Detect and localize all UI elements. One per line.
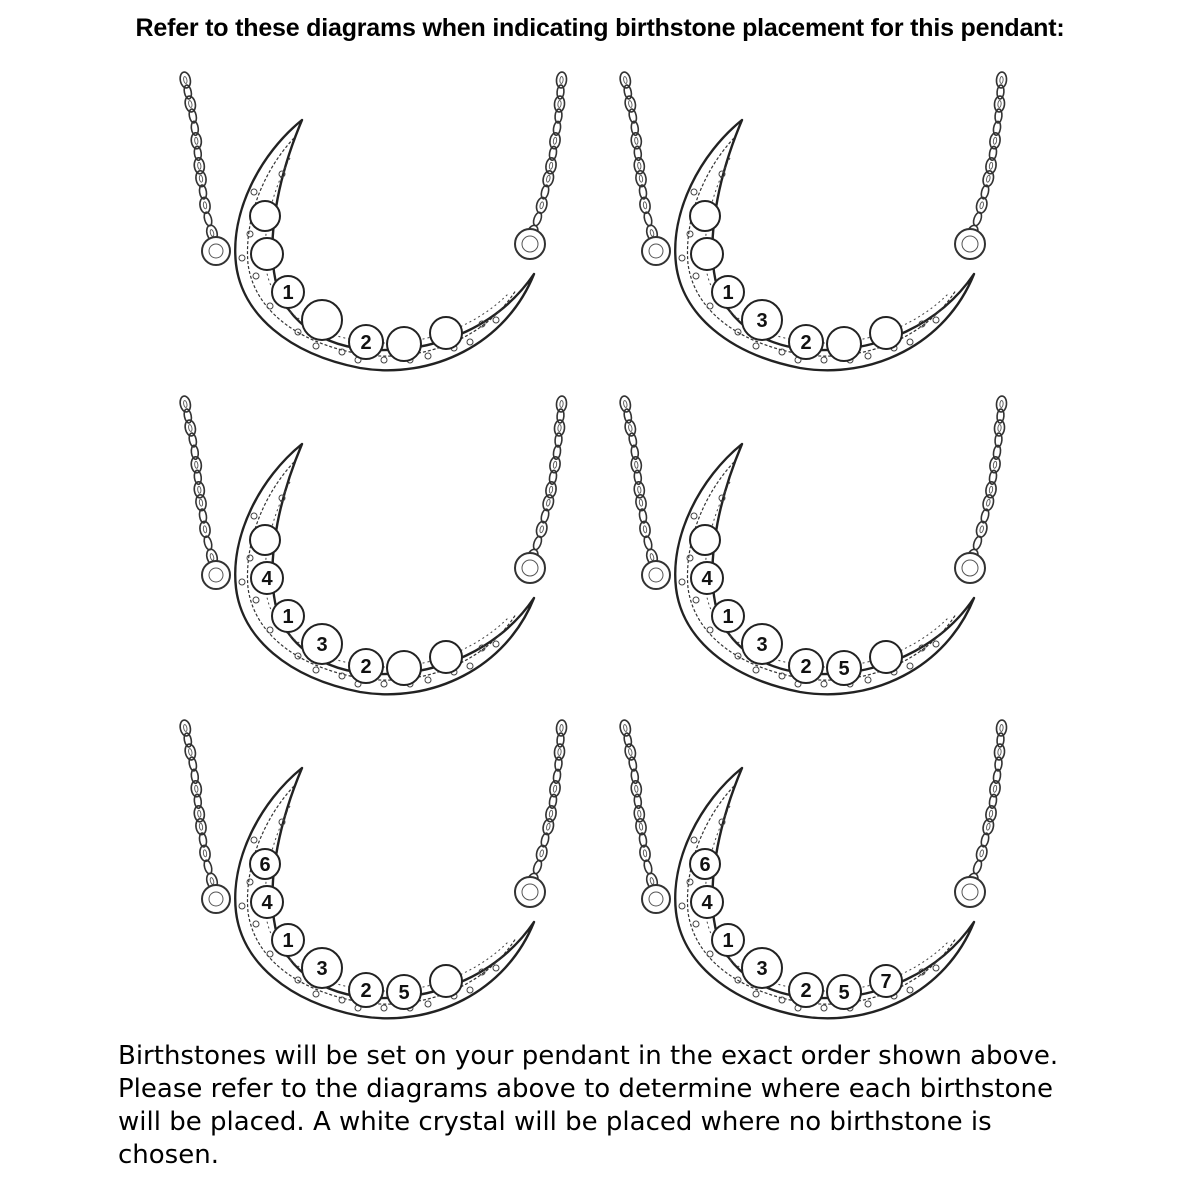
birthstone-slot (430, 641, 462, 673)
birthstone-slot (349, 973, 383, 1007)
birthstone-slot (691, 886, 723, 918)
birthstone-slot (742, 948, 782, 988)
right-bail-ring (955, 877, 985, 907)
right-bail-ring (515, 553, 545, 583)
birthstone-number: 1 (282, 930, 294, 952)
birthstone-slot (430, 965, 462, 997)
birthstone-slot (690, 201, 720, 231)
birthstone-number: 2 (800, 332, 812, 354)
birthstone-slot (430, 317, 462, 349)
right-bail-ring (955, 553, 985, 583)
birthstone-slot (827, 327, 861, 361)
birthstone-slot (251, 886, 283, 918)
right-bail-ring (515, 229, 545, 259)
chain (179, 719, 567, 890)
birthstone-slot (691, 238, 723, 270)
birthstone-slot (272, 276, 304, 308)
birthstone-slot (349, 649, 383, 683)
birthstone-slot (827, 651, 861, 685)
birthstone-number: 2 (360, 980, 372, 1002)
chain (619, 395, 1007, 566)
birthstone-number: 4 (701, 568, 713, 590)
birthstone-number: 2 (800, 656, 812, 678)
birthstone-slot (742, 300, 782, 340)
birthstone-slot (250, 849, 280, 879)
birthstone-slot (870, 317, 902, 349)
birthstone-slot (251, 238, 283, 270)
birthstone-slot (742, 624, 782, 664)
birthstone-number: 6 (699, 854, 711, 876)
birthstone-slot (272, 924, 304, 956)
pendant-diagram-2 (610, 62, 1050, 386)
pendant-diagram-5 (170, 710, 610, 1034)
birthstone-slot (251, 562, 283, 594)
birthstone-slot (870, 641, 902, 673)
birthstone-number: 3 (316, 958, 328, 980)
pendant-svg (610, 710, 1050, 1034)
chain (179, 71, 567, 242)
birthstone-number: 3 (756, 310, 768, 332)
pendant-svg (610, 62, 1050, 386)
left-bail-ring (642, 885, 670, 913)
birthstone-number: 1 (282, 282, 294, 304)
birthstone-number: 3 (756, 958, 768, 980)
chain (619, 719, 1007, 890)
birthstone-slot (789, 649, 823, 683)
left-bail-ring (202, 885, 230, 913)
birthstone-number: 1 (722, 930, 734, 952)
pendant-svg (170, 62, 610, 386)
birthstone-slot (302, 624, 342, 664)
caption-text: Birthstones will be set on your pendant in the exact order shown above. Please refer to the diagrams above to determine where each birthstone will be placed. A white crystal will be placed where no birthstone is chosen. (118, 1041, 1059, 1170)
birthstone-number: 2 (800, 980, 812, 1002)
birthstone-slot (302, 300, 342, 340)
birthstone-number: 4 (261, 568, 273, 590)
pendant-diagram-6 (610, 710, 1050, 1034)
birthstone-slot (789, 325, 823, 359)
left-bail-ring (202, 561, 230, 589)
birthstone-slot (387, 327, 421, 361)
left-bail-ring (642, 237, 670, 265)
right-bail-ring (955, 229, 985, 259)
birthstone-slot (712, 276, 744, 308)
birthstone-number: 5 (838, 658, 850, 680)
pendant-svg (610, 386, 1050, 710)
pendant-svg (170, 710, 610, 1034)
birthstone-slot (302, 948, 342, 988)
left-bail-ring (642, 561, 670, 589)
birthstone-slot (250, 525, 280, 555)
birthstone-slot (250, 201, 280, 231)
birthstone-number: 3 (756, 634, 768, 656)
birthstone-number: 1 (722, 606, 734, 628)
birthstone-number: 1 (722, 282, 734, 304)
birthstone-number: 6 (259, 854, 271, 876)
birthstone-slot (870, 965, 902, 997)
pendant-diagram-3 (170, 386, 610, 710)
birthstone-slot (712, 924, 744, 956)
birthstone-number: 2 (360, 656, 372, 678)
page-heading: Refer to these diagrams when indicating birthstone placement for this pendant: (135, 14, 1065, 42)
chain (179, 395, 567, 566)
birthstone-number: 7 (880, 971, 892, 993)
birthstone-slot (827, 975, 861, 1009)
birthstone-number: 5 (398, 982, 410, 1004)
birthstone-number: 4 (261, 892, 273, 914)
birthstone-slot (712, 600, 744, 632)
pendant-svg (170, 386, 610, 710)
birthstone-number: 5 (838, 982, 850, 1004)
birthstone-slot (272, 600, 304, 632)
birthstone-slot (691, 562, 723, 594)
birthstone-number: 2 (360, 332, 372, 354)
pendant-diagram-1 (170, 62, 610, 386)
birthstone-slot (690, 525, 720, 555)
birthstone-number: 3 (316, 634, 328, 656)
birthstone-slot (387, 651, 421, 685)
birthstone-slot (690, 849, 720, 879)
birthstone-slot (349, 325, 383, 359)
birthstone-number: 4 (701, 892, 713, 914)
birthstone-number: 1 (282, 606, 294, 628)
pendant-diagram-4 (610, 386, 1050, 710)
chain (619, 71, 1007, 242)
birthstone-slot (387, 975, 421, 1009)
diagram-grid (170, 62, 1050, 1034)
birthstone-slot (789, 973, 823, 1007)
right-bail-ring (515, 877, 545, 907)
left-bail-ring (202, 237, 230, 265)
